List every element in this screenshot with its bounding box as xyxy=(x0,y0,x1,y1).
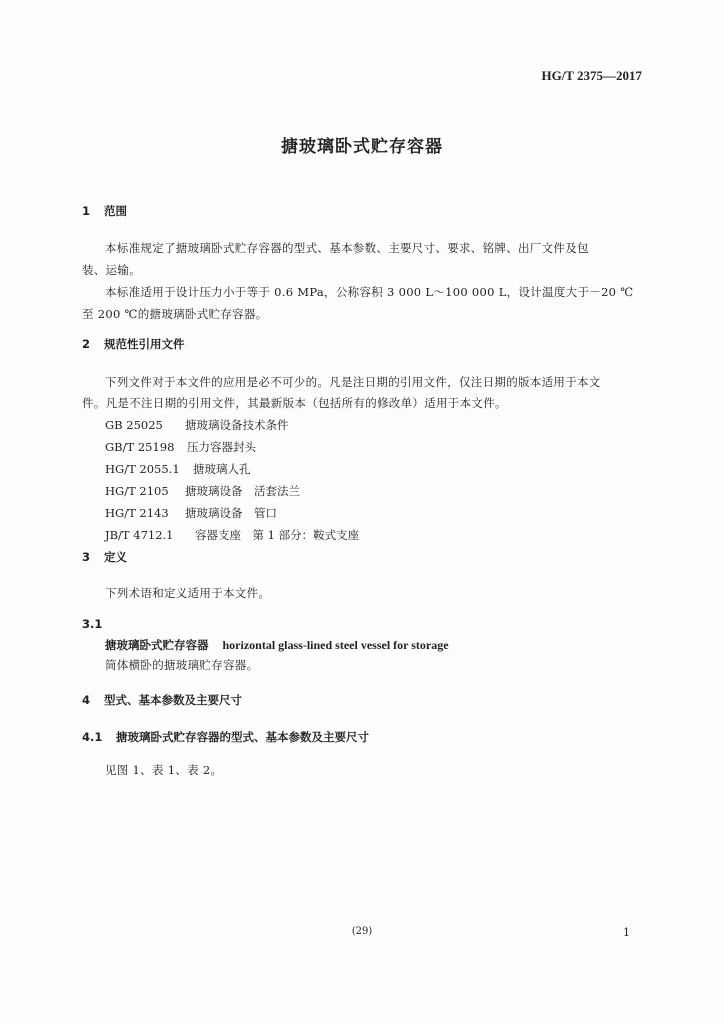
term-entry xyxy=(105,637,449,653)
s1-paragraph-2-line-1: 本标准适用于设计压力小于等于 0.6 MPa，公称容积 3 000 L～100 000 L，设计温度大于－20 ℃ xyxy=(105,285,634,299)
reference-item xyxy=(105,439,256,455)
reference-code: HG/T 2055.1 xyxy=(105,462,180,476)
term-definition: 筒体横卧的搪玻璃贮存容器。 xyxy=(105,658,259,672)
term-chinese: 搪玻璃卧式贮存容器 xyxy=(105,638,209,652)
section-number: 3 xyxy=(82,550,91,564)
subsection-4-1-heading xyxy=(82,729,369,745)
s2-paragraph-1-line-2: 件。凡是不注日期的引用文件，其最新版本（包括所有的修改单）适用于本文件。 xyxy=(82,396,507,410)
section-number: 4 xyxy=(82,693,91,707)
footer-page-number: 1 xyxy=(623,926,630,939)
reference-code: JB/T 4712.1 xyxy=(105,528,174,542)
s4-paragraph-1: 见图 1、表 1、表 2。 xyxy=(105,763,223,777)
section-1-heading xyxy=(82,203,127,219)
reference-code: GB/T 25198 xyxy=(105,440,175,454)
reference-item xyxy=(105,483,300,499)
section-number: 2 xyxy=(82,337,91,351)
reference-title: 搪玻璃设备 活套法兰 xyxy=(185,484,300,498)
subsection-3-1-number: 3.1 xyxy=(82,617,103,631)
section-title: 规范性引用文件 xyxy=(104,337,185,351)
s1-paragraph-2-line-2: 至 200 ℃的搪玻璃卧式贮存容器。 xyxy=(82,307,268,321)
reference-item xyxy=(105,417,289,433)
standard-code: HG/T 2375—2017 xyxy=(541,68,642,83)
section-3-heading xyxy=(82,549,127,565)
section-4-heading xyxy=(82,692,242,708)
reference-title: 搪玻璃设备技术条件 xyxy=(185,418,289,432)
reference-title: 搪玻璃人孔 xyxy=(193,462,251,476)
s1-paragraph-1-line-2: 装、运输。 xyxy=(82,263,141,277)
reference-code: HG/T 2143 xyxy=(105,506,169,520)
reference-code: HG/T 2105 xyxy=(105,484,169,498)
reference-title: 容器支座 第 1 部分：鞍式支座 xyxy=(195,528,360,542)
section-title: 定义 xyxy=(104,550,127,564)
reference-item xyxy=(105,527,359,543)
section-2-heading xyxy=(82,336,185,352)
section-number: 1 xyxy=(82,204,91,218)
s3-paragraph-1: 下列术语和定义适用于本文件。 xyxy=(105,586,271,600)
subsection-number: 4.1 xyxy=(82,730,103,744)
reference-item xyxy=(105,505,277,521)
reference-item xyxy=(105,461,251,477)
document-title: 搪玻璃卧式贮存容器 xyxy=(281,137,443,157)
reference-code: GB 25025 xyxy=(105,418,163,432)
reference-title: 压力容器封头 xyxy=(187,440,256,454)
s2-paragraph-1-line-1: 下列文件对于本文件的应用是必不可少的。凡是注日期的引用文件，仅注日期的版本适用于本文 xyxy=(105,375,601,389)
term-english: horizontal glass-lined steel vessel for storage xyxy=(222,638,449,652)
s1-paragraph-1-line-1: 本标准规定了搪玻璃卧式贮存容器的型式、基本参数、主要尺寸、要求、铭牌、出厂文件及包 xyxy=(105,241,589,255)
reference-title: 搪玻璃设备 管口 xyxy=(185,506,277,520)
section-title: 型式、基本参数及主要尺寸 xyxy=(104,693,242,707)
subsection-title: 搪玻璃卧式贮存容器的型式、基本参数及主要尺寸 xyxy=(116,730,369,744)
section-title: 范围 xyxy=(104,204,127,218)
footer-page-label: (29) xyxy=(351,926,373,937)
